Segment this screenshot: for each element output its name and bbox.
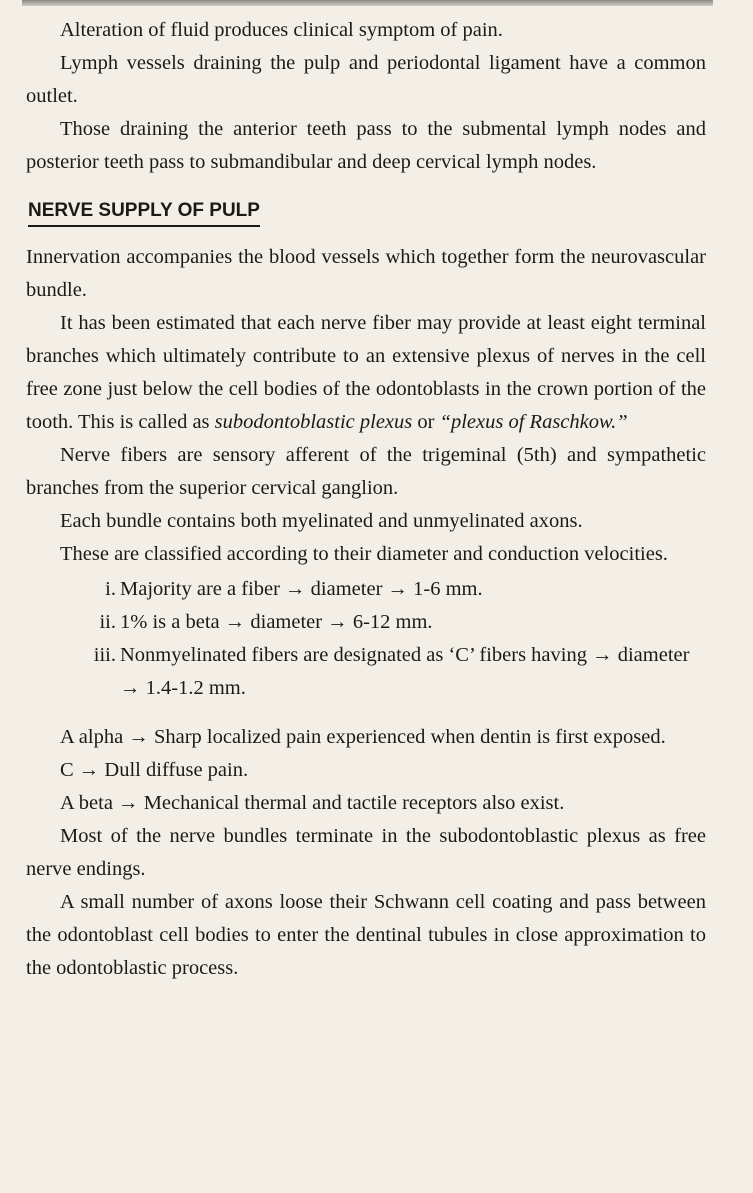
list-text: 1% is a beta → diameter → 6-12 mm. — [120, 611, 433, 633]
section-heading: NERVE SUPPLY OF PULP — [28, 199, 260, 227]
list-number: ii. — [99, 611, 116, 633]
paragraph-classification: These are classified according to their diameter and conduction velocities. — [60, 543, 668, 565]
list-item — [88, 639, 706, 705]
intro-paragraph-3: Those draining the anterior teeth pass to the submental lymph nodes and posterior teeth pass to submandibular and deep cervical lymph nodes. — [26, 118, 706, 173]
list-text: Majority are a fiber → diameter → 1-6 mm. — [120, 578, 483, 600]
fiber-list — [88, 573, 706, 705]
list-item — [88, 573, 706, 606]
list-number: iii. — [93, 644, 116, 666]
paragraph-a-alpha: A alpha → Sharp localized pain experienced when dentin is first exposed. — [60, 726, 666, 748]
paragraph-bundle: Each bundle contains both myelinated and unmyelinated axons. — [60, 510, 583, 532]
paragraph-schwann: A small number of axons loose their Schwann cell coating and pass between the odontoblast cell bodies to enter the dentinal tubules in close approximation to the odontoblastic process. — [26, 891, 706, 979]
plexus-or: or — [412, 411, 440, 433]
list-text: Nonmyelinated fibers are designated as ‘C’ fibers having → diameter → 1.4-1.2 mm. — [120, 644, 690, 699]
paragraph-innervation: Innervation accompanies the blood vessels which together form the neurovascular bundle. — [26, 246, 706, 301]
plexus-text: It has been estimated that each nerve fiber may provide at least eight terminal branches which ultimately contribute to an extensive plexus of nerves in the cell free zone just below the cell bodies of the odontoblasts in the crown portion of the tooth. This is called as — [26, 312, 706, 433]
book-page — [26, 14, 706, 985]
list-number: i. — [105, 578, 116, 600]
plexus-term-2: “plexus of Raschkow.” — [439, 411, 628, 433]
spacer — [26, 711, 706, 721]
page-top-edge — [22, 0, 713, 6]
paragraph-free-endings: Most of the nerve bundles terminate in the subodontoblastic plexus as free nerve endings. — [26, 825, 706, 880]
list-item — [88, 606, 706, 639]
paragraph-plexus — [26, 307, 706, 439]
intro-paragraph-1: Alteration of fluid produces clinical symptom of pain. — [60, 19, 503, 41]
paragraph-c-fiber: C → Dull diffuse pain. — [60, 759, 249, 781]
intro-paragraph-2: Lymph vessels draining the pulp and periodontal ligament have a common outlet. — [26, 52, 706, 107]
plexus-term-1: subodontoblastic plexus — [214, 411, 413, 433]
paragraph-a-beta: A beta → Mechanical thermal and tactile receptors also exist. — [60, 792, 565, 814]
paragraph-nerve-fibers: Nerve fibers are sensory afferent of the trigeminal (5th) and sympathetic branches from the superior cervical ganglion. — [26, 444, 706, 499]
